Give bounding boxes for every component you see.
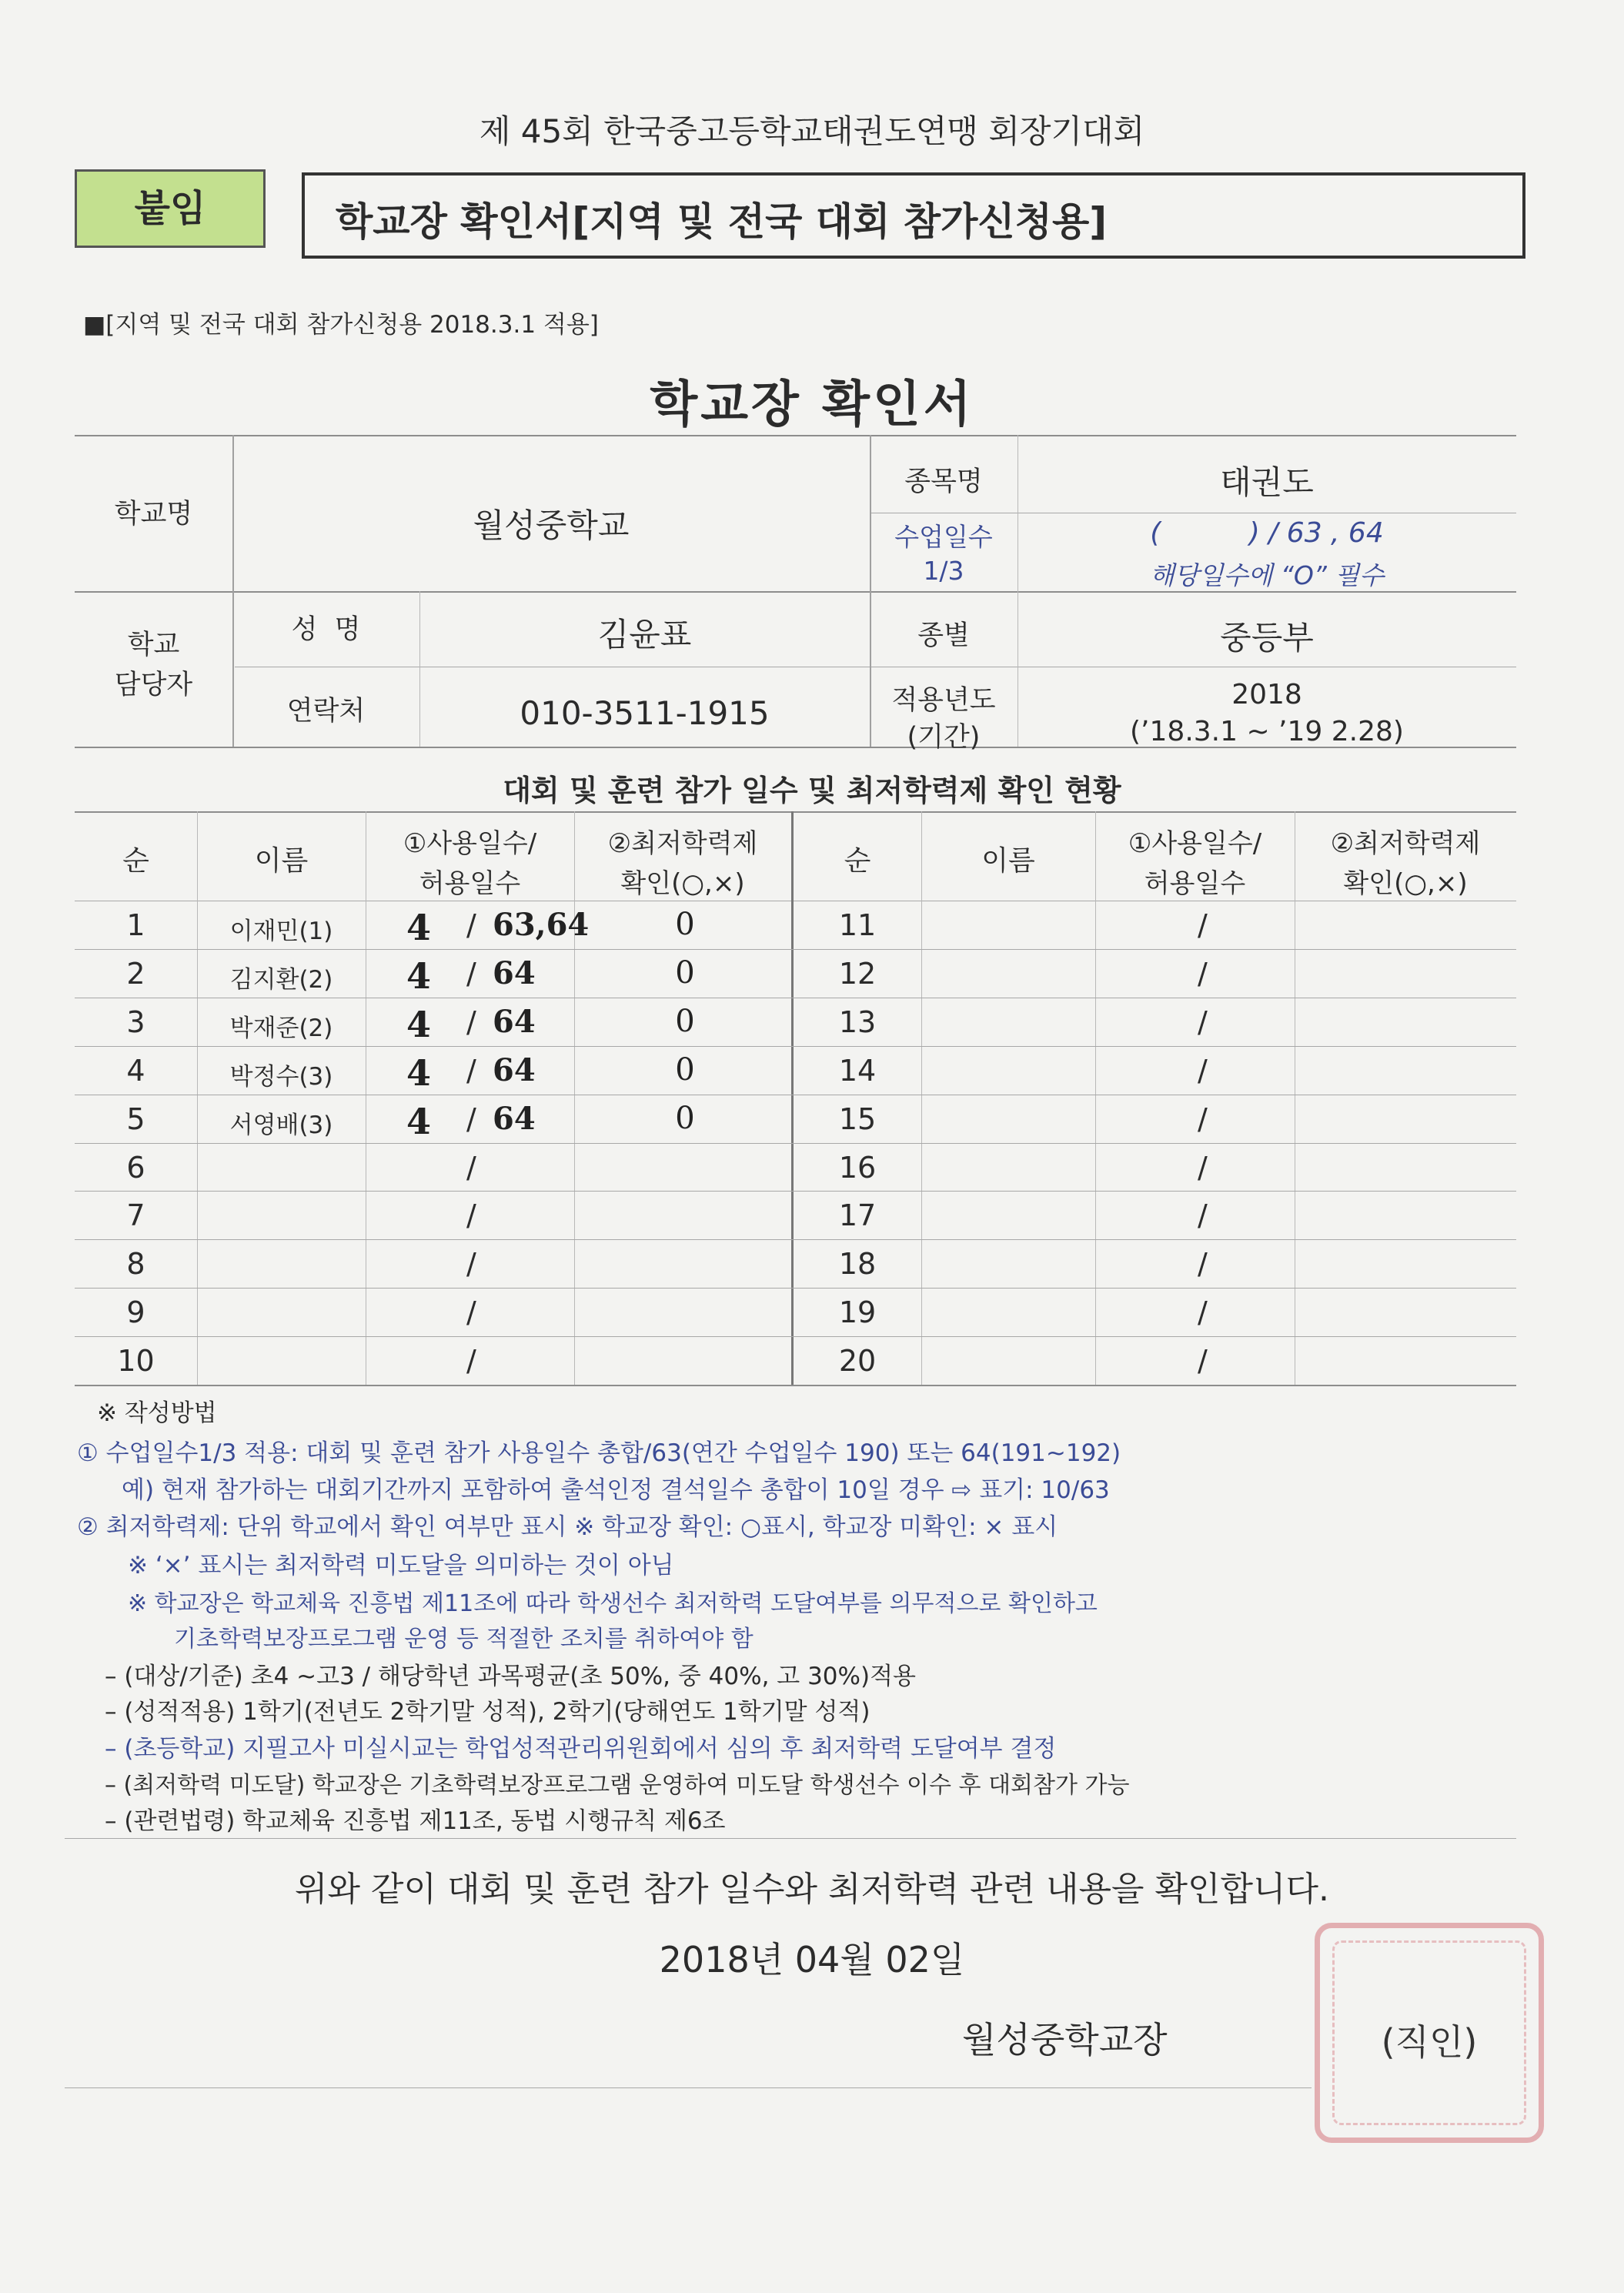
year-period: (’18.3.1 ~ ’19 2.28) [1130, 716, 1404, 747]
row-used-days: 4 [406, 1003, 432, 1045]
detail-4: – (최저학력 미도달) 학교장은 기초학력보장프로그램 운영하여 미도달 학생선수 이수 후 대회참가 가능 [105, 1772, 1130, 1799]
row-name: 서영배(3) [229, 1111, 333, 1139]
attachment-title: 학교장 확인서[지역 및 전국 대회 참가신청용] [336, 199, 1108, 244]
attachment-title-box [302, 172, 1525, 259]
note-4a: ※ 학교장은 학교체육 진흥법 제11조에 따라 학생선수 최저학력 도달여부를 의무적으로 확인하고 [128, 1590, 1098, 1617]
name-value: 김윤표 [597, 616, 692, 653]
row-number-right: 12 [838, 956, 877, 991]
school-label: 학교명 [114, 499, 193, 530]
doc-title: 학교장 확인서 [650, 376, 974, 433]
row-grade-check: 0 [675, 954, 695, 991]
row-number-right: 13 [838, 1004, 877, 1039]
row-name: 박정수(3) [229, 1062, 333, 1091]
row-number: 10 [117, 1344, 155, 1379]
header-no-right: 순 [844, 845, 871, 877]
sport-value: 태권도 [1220, 463, 1314, 501]
info-top-border [75, 435, 1516, 436]
row-name: 박재준(2) [229, 1014, 333, 1042]
row-separator: / [466, 1198, 476, 1233]
row-separator-right: / [1198, 1004, 1208, 1039]
row-number-right: 18 [838, 1247, 877, 1282]
manager-label-1: 학교 [127, 630, 180, 660]
note-4b: 기초학력보장프로그램 운영 등 적절한 조치를 취하여야 함 [174, 1626, 754, 1653]
year-label-2: (기간) [907, 722, 981, 753]
row-number: 3 [126, 1004, 145, 1039]
row-grade-check: 0 [675, 1051, 695, 1088]
row-separator: / [466, 1004, 476, 1039]
note-3: ※ ‘×’ 표시는 최저학력 미도달을 의미하는 것이 아님 [128, 1552, 674, 1579]
row-separator: / [466, 1101, 476, 1136]
row-number-right: 15 [838, 1101, 877, 1136]
signer-name: 월성중학교장 [962, 2019, 1168, 2061]
note-1b: 예) 현재 참가하는 대회기간까지 포함하여 출석인정 결석일수 총합이 10일 경우 ⇨ 표기: 10/63 [122, 1476, 1110, 1504]
row-separator: / [466, 908, 476, 942]
row-number-right: 14 [838, 1053, 877, 1088]
class-days-value: ( ) / 63 , 64 [1150, 517, 1384, 549]
row-separator: / [466, 956, 476, 991]
header-no: 순 [122, 845, 149, 877]
name-label: 성 명 [291, 614, 361, 645]
header-days-1-right: ①사용일수/ [1128, 828, 1262, 859]
event-title: 제 45회 한국중고등학교태권도연맹 회장기대회 [479, 112, 1145, 150]
detail-3: – (초등학교) 지필고사 미실시교는 학업성적관리위원회에서 심의 후 최저학력 도달여부 결정 [105, 1735, 1057, 1763]
form-note: ■[지역 및 전국 대회 참가신청용 2018.3.1 적용] [83, 311, 599, 339]
sport-label: 종목명 [904, 466, 983, 497]
school-name: 월성중학교 [473, 506, 630, 544]
attachment-label: 붙임 [134, 187, 206, 230]
row-name: 김지환(2) [229, 965, 333, 994]
note-1a: ① 수업일수1/3 적용: 대회 및 훈련 참가 사용일수 총합/63(연간 수업일수 190) 또는 64(191~192) [77, 1439, 1121, 1467]
table-caption: 대회 및 훈련 참가 일수 및 최저학력제 확인 현황 [503, 774, 1121, 807]
row-allowed-days: 63,64 [493, 907, 590, 943]
header-days-1: ①사용일수/ [403, 828, 537, 859]
row-allowed-days: 64 [493, 954, 536, 991]
row-number: 2 [126, 956, 145, 991]
row-grade-check: 0 [675, 907, 695, 942]
row-number: 1 [126, 908, 145, 942]
class-days-note: 해당일수에 “O” 필수 [1149, 560, 1385, 590]
header-days-2: 허용일수 [419, 868, 521, 899]
row-number: 8 [126, 1247, 145, 1282]
detail-1: – (대상/기준) 초4 ~고3 / 해당학년 과목평균(초 50%, 중 40%, 고 30%)적용 [105, 1663, 916, 1690]
header-name-right: 이름 [981, 845, 1035, 877]
table-bottom-border [75, 1385, 1516, 1386]
row-number: 4 [126, 1053, 145, 1088]
note-2: ② 최저학력제: 단위 학교에서 확인 여부만 표시 ※ 학교장 확인: ○표시, 학교장 미확인: × 표시 [77, 1513, 1058, 1541]
table-vline [921, 811, 922, 1385]
row-separator: / [466, 1053, 476, 1088]
class-days-label: 수업일수 [894, 522, 993, 552]
header-grade-2-right: 확인(○,×) [1343, 868, 1468, 899]
division-value: 중등부 [1220, 619, 1314, 657]
row-separator: / [466, 1295, 476, 1330]
row-divider [75, 1046, 1516, 1047]
table-top-border [75, 811, 1516, 813]
row-allowed-days: 64 [493, 1051, 536, 1088]
row-divider [75, 1239, 1516, 1240]
row-allowed-days: 64 [493, 1100, 536, 1137]
official-seal [1315, 1923, 1544, 2143]
row-number-right: 16 [838, 1150, 877, 1185]
header-grade-2: 확인(○,×) [620, 868, 745, 899]
row-number: 7 [126, 1198, 145, 1233]
notes-heading: ※ 작성방법 [97, 1399, 217, 1427]
header-grade-1: ②최저학력제 [607, 828, 758, 859]
detail-2: – (성적적용) 1학기(전년도 2학기말 성적), 2학기(당해연도 1학기말 성적) [105, 1698, 870, 1726]
row-separator-right: / [1198, 908, 1208, 942]
confirm-text: 위와 같이 대회 및 훈련 참가 일수와 최저학력 관련 내용을 확인합니다. [295, 1870, 1329, 1909]
row-number-right: 11 [838, 908, 877, 942]
row-separator-right: / [1198, 956, 1208, 991]
row-separator: / [466, 1247, 476, 1282]
row-number: 6 [126, 1150, 145, 1185]
class-days-fraction: 1/3 [923, 556, 964, 586]
row-separator: / [466, 1344, 476, 1379]
table-vline [197, 811, 198, 1385]
manager-label-2: 담당자 [114, 670, 193, 700]
year-value: 2018 [1231, 679, 1302, 710]
division-label: 종별 [917, 620, 970, 651]
row-number-right: 19 [838, 1295, 877, 1330]
row-divider [75, 1288, 1516, 1289]
row-separator-right: / [1198, 1295, 1208, 1330]
row-number: 9 [126, 1295, 145, 1330]
row-separator-right: / [1198, 1101, 1208, 1136]
seal-label: (직인) [1381, 2021, 1478, 2063]
header-name: 이름 [254, 845, 309, 877]
row-number: 5 [126, 1101, 145, 1136]
row-used-days: 4 [406, 1100, 432, 1142]
row-used-days: 4 [406, 907, 432, 948]
document-date: 2018년 04월 02일 [659, 1939, 965, 1980]
row-name: 이재민(1) [229, 918, 333, 945]
row-grade-check: 0 [675, 1003, 695, 1039]
row-divider [75, 1336, 1516, 1337]
header-grade-1-right: ②최저학력제 [1330, 828, 1481, 859]
row-used-days: 4 [406, 1051, 432, 1094]
row-separator-right: / [1198, 1198, 1208, 1233]
row-separator-right: / [1198, 1053, 1208, 1088]
notes-divider [65, 1838, 1516, 1839]
row-separator-right: / [1198, 1344, 1208, 1379]
detail-5: – (관련법령) 학교체육 진흥법 제11조, 동법 시행규칙 제6조 [105, 1807, 726, 1835]
contact-value: 010-3511-1915 [520, 694, 770, 732]
header-days-2-right: 허용일수 [1144, 868, 1246, 899]
row-grade-check: 0 [675, 1100, 695, 1136]
row-number-right: 20 [838, 1344, 877, 1379]
attachment-badge [75, 169, 266, 248]
row-used-days: 4 [406, 954, 432, 997]
row-allowed-days: 64 [493, 1003, 536, 1040]
row-separator: / [466, 1150, 476, 1185]
year-label-1: 적용년도 [891, 685, 996, 716]
bottom-divider [65, 2087, 1312, 2088]
row-number-right: 17 [838, 1198, 877, 1233]
row-separator-right: / [1198, 1150, 1208, 1185]
contact-label: 연락처 [286, 696, 366, 727]
row-separator-right: / [1198, 1247, 1208, 1282]
row-divider [75, 1191, 1516, 1192]
row-divider [75, 1143, 1516, 1144]
row-divider [75, 949, 1516, 950]
